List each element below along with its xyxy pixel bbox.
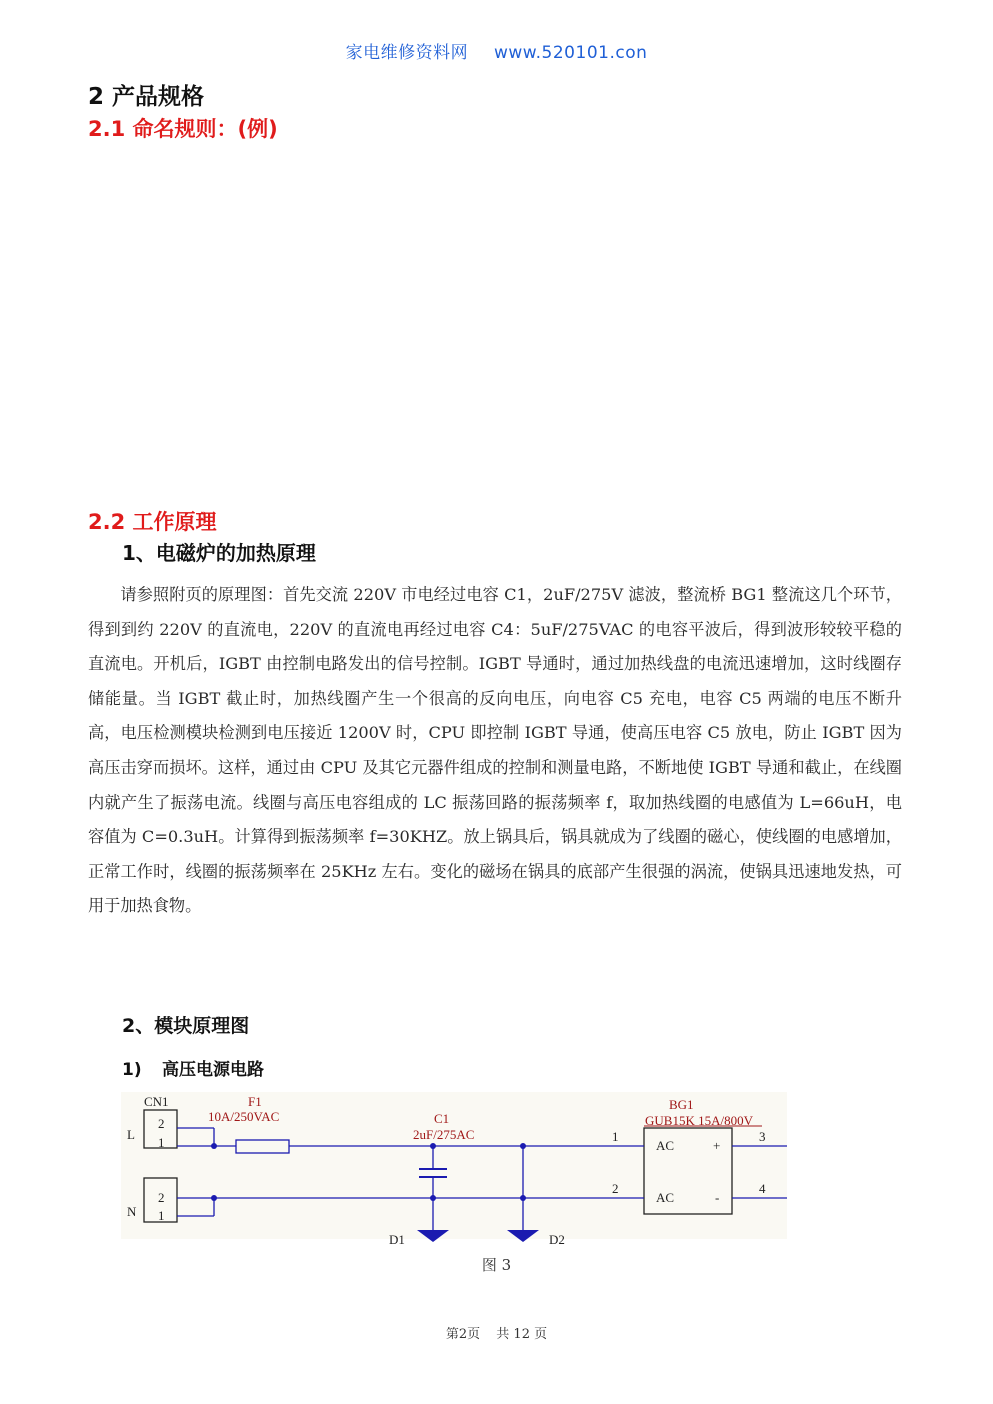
junction-dot bbox=[430, 1195, 436, 1201]
footer-total-pages: 共 12 页 bbox=[496, 1327, 548, 1342]
pin-2-l: 2 bbox=[158, 1116, 165, 1131]
paragraph-text: 请参照附页的原理图：首先交流 220V 市电经过电容 C1，2uF/275V 滤波，整流桥 BG1 整流这几个环节，得到到约 220V 的直流电，220V 的直流电再经过电容 C4：5uF/275VAC 的电容平波后，得到波形较较平稳的直流电。开机后，IGBT 由控制电路发出的信号控制。IGBT 导通时，通过加热线盘的电流迅速增加，这时线圈存储能量。当 IGBT 截止时，加热线圈产生一个很高的反向电压，向电容 C5 充电，电容 C5 两端的电压不断升高，电压检测模块检测到电压接近 1200V 时，CPU 即控制 IGBT 导通，使高压电容 C5 放电，防止 IGBT 因为高压击穿而损坏。这样，通过由 CPU 及其它元器件组成的控制和测量电路，不断地使 IGBT 导通和截止，在线圈内就产生了振荡电流。线圈与高压电容组成的 LC 振荡回路的振荡频率 f，取加热线圈的电感值为 L=66uH，电容值为 C=0.3uH。计算得到振荡频率 f=30KHZ。放上锅具后，锅具就成为了线圈的磁心，使线圈的电感增加，正常工作时，线圈的振荡频率在 25KHz 左右。变化的磁场在锅具的底部产生很强的涡流，使锅具迅速地发热，可用于加热食物。 bbox=[88, 585, 902, 916]
bridge-pin-2: 2 bbox=[612, 1181, 619, 1196]
capacitor-label: C1 bbox=[434, 1111, 450, 1126]
sub-heading-module-diagram: 2、模块原理图 bbox=[122, 1015, 250, 1037]
item-number: 1) bbox=[122, 1060, 142, 1080]
junction-dot bbox=[520, 1143, 526, 1149]
line-l-label: L bbox=[127, 1127, 135, 1142]
heading-working-principle: 2.2 工作原理 bbox=[88, 510, 217, 534]
sub-heading-heating-principle: 1、电磁炉的加热原理 bbox=[122, 541, 316, 565]
line-n-label: N bbox=[127, 1204, 137, 1219]
schematic-figure bbox=[121, 1092, 787, 1247]
bridge-pin-1: 1 bbox=[612, 1129, 619, 1144]
bridge-pin-4: 4 bbox=[759, 1181, 766, 1196]
junction-dot bbox=[211, 1195, 217, 1201]
principle-paragraph bbox=[88, 578, 902, 924]
item-hv-power-circuit bbox=[122, 1055, 264, 1080]
fuse-rating: 10A/250VAC bbox=[208, 1109, 280, 1124]
section-heading-product-spec: 2 产品规格 bbox=[88, 84, 205, 110]
junction-dot bbox=[430, 1143, 436, 1149]
junction-dot bbox=[520, 1195, 526, 1201]
fuse-label: F1 bbox=[248, 1094, 262, 1109]
bridge-ac-bottom: AC bbox=[656, 1190, 675, 1205]
hv-power-schematic bbox=[121, 1092, 787, 1247]
pin-1-l: 1 bbox=[158, 1135, 165, 1150]
footer-page-number: 第2页 bbox=[445, 1327, 481, 1342]
bridge-ac-top: AC bbox=[656, 1138, 675, 1153]
figure-caption: 图 3 bbox=[481, 1256, 512, 1274]
pin-2-n: 2 bbox=[158, 1190, 165, 1205]
item-title: 高压电源电路 bbox=[162, 1060, 264, 1080]
bridge-minus: - bbox=[715, 1190, 720, 1205]
pin-1-n: 1 bbox=[158, 1208, 165, 1223]
capacitor-rating: 2uF/275AC bbox=[413, 1127, 475, 1142]
heading-naming-rules: 2.1 命名规则：(例) bbox=[88, 117, 278, 141]
page-footer bbox=[0, 1323, 993, 1342]
diode-d2-label: D2 bbox=[549, 1232, 565, 1247]
connector-label: CN1 bbox=[144, 1094, 169, 1109]
diode-d2-symbol bbox=[507, 1230, 539, 1242]
diode-d1-symbol bbox=[417, 1230, 449, 1242]
site-watermark bbox=[0, 38, 993, 63]
bridge-pin-3: 3 bbox=[759, 1129, 766, 1144]
watermark-url[interactable]: www.520101.con bbox=[494, 43, 648, 63]
bridge-plus: + bbox=[713, 1138, 721, 1153]
bridge-label: BG1 bbox=[669, 1097, 694, 1112]
bridge-part: GUB15K 15A/800V bbox=[645, 1113, 753, 1128]
fuse-body bbox=[236, 1140, 289, 1153]
junction-dot bbox=[211, 1143, 217, 1149]
watermark-site-name: 家电维修资料网 bbox=[345, 43, 469, 63]
diode-d1-label: D1 bbox=[389, 1232, 405, 1247]
